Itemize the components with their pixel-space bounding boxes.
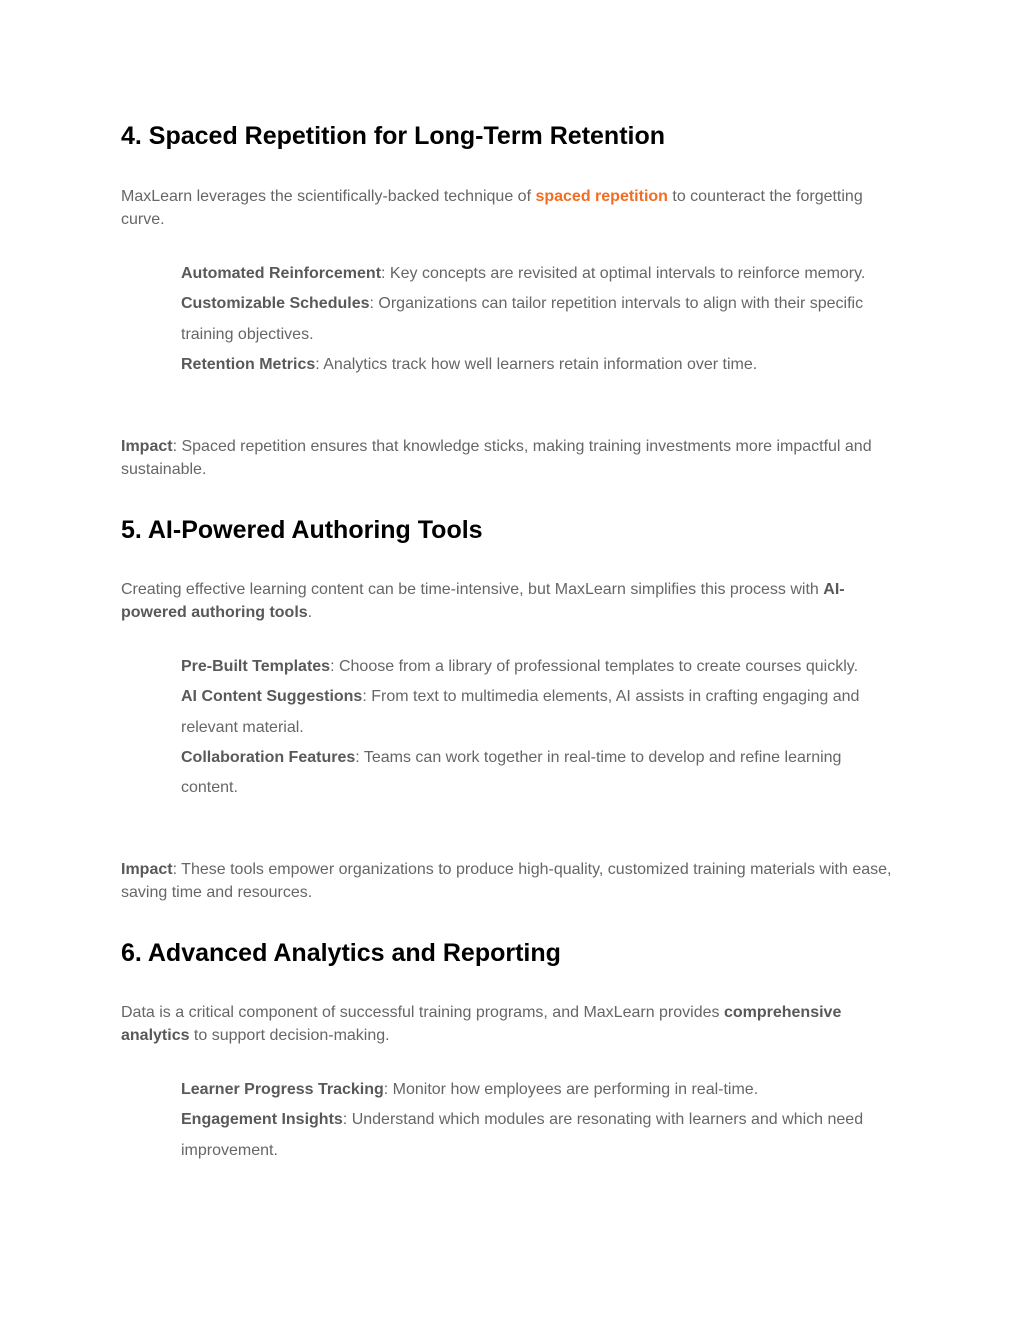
bullet-term: Collaboration Features (181, 748, 356, 766)
section-intro-analytics (121, 1001, 901, 1047)
section-heading-analytics: 6. Advanced Analytics and Reporting (121, 939, 561, 967)
list-item (181, 682, 901, 743)
bullet-term: Learner Progress Tracking (181, 1081, 384, 1098)
section-intro-spaced-repetition (121, 185, 901, 231)
bullet-text: : Monitor how employees are performing in real-time. (383, 1081, 759, 1098)
intro-text: . (307, 604, 313, 621)
bullet-text: : Analytics track how well learners retain information over time. (315, 355, 758, 373)
impact-text: : These tools empower organizations to produce high-quality, customized training materials with ease, saving time and resources. (121, 861, 892, 901)
list-item (181, 652, 901, 682)
list-item (181, 289, 901, 350)
bullet-list-analytics (181, 1075, 901, 1166)
bullet-term: Automated Reinforcement (181, 265, 382, 282)
bullet-text: : Organizations can tailor repetition intervals to align with their specific training objectives. (181, 295, 864, 343)
impact-label: Impact (121, 438, 173, 455)
bullet-text: : Understand which modules are resonating with learners and which need improvement. (181, 1111, 864, 1159)
bullet-term: Pre-Built Templates (181, 658, 331, 675)
intro-highlight: comprehensive analytics (121, 1004, 842, 1044)
bullet-term: Retention Metrics (181, 355, 316, 373)
section-heading-spaced-repetition: 4. Spaced Repetition for Long-Term Retention (121, 122, 666, 150)
bullet-list-authoring-tools (181, 652, 901, 803)
bullet-text: : Teams can work together in real-time to develop and refine learning content. (181, 748, 842, 797)
intro-text: MaxLearn leverages the scientifically-backed technique of (121, 188, 536, 205)
impact-authoring-tools (121, 858, 901, 904)
list-item (181, 350, 901, 380)
intro-text: Data is a critical component of successful training programs, and MaxLearn provides (121, 1004, 724, 1021)
list-item (181, 743, 901, 804)
bullet-list-spaced-repetition (181, 259, 901, 380)
intro-text: to support decision-making. (189, 1027, 390, 1044)
bullet-text: : From text to multimedia elements, AI assists in crafting engaging and relevant material. (181, 688, 860, 736)
section-intro-authoring-tools (121, 578, 901, 624)
impact-spaced-repetition (121, 435, 901, 481)
intro-text: Creating effective learning content can be time-intensive, but MaxLearn simplifies this process with (121, 581, 824, 598)
list-item (181, 259, 901, 289)
spaced-repetition-link[interactable]: spaced repetition (535, 188, 668, 205)
bullet-term: Customizable Schedules (181, 295, 370, 313)
bullet-text: : Key concepts are revisited at optimal intervals to reinforce memory. (381, 265, 866, 282)
list-item (181, 1075, 901, 1105)
intro-highlight: AI-powered authoring tools (121, 581, 845, 621)
section-heading-authoring-tools: 5. AI-Powered Authoring Tools (121, 516, 483, 544)
bullet-term: Engagement Insights (181, 1111, 343, 1129)
list-item (181, 1105, 901, 1166)
bullet-text: : Choose from a library of professional templates to create courses quickly. (330, 658, 859, 675)
bullet-term: AI Content Suggestions (181, 688, 363, 706)
impact-label: Impact (121, 861, 173, 878)
impact-text: : Spaced repetition ensures that knowledge sticks, making training investments more impactful and sustainable. (121, 438, 872, 478)
intro-text: to counteract the forgetting curve. (121, 188, 863, 228)
